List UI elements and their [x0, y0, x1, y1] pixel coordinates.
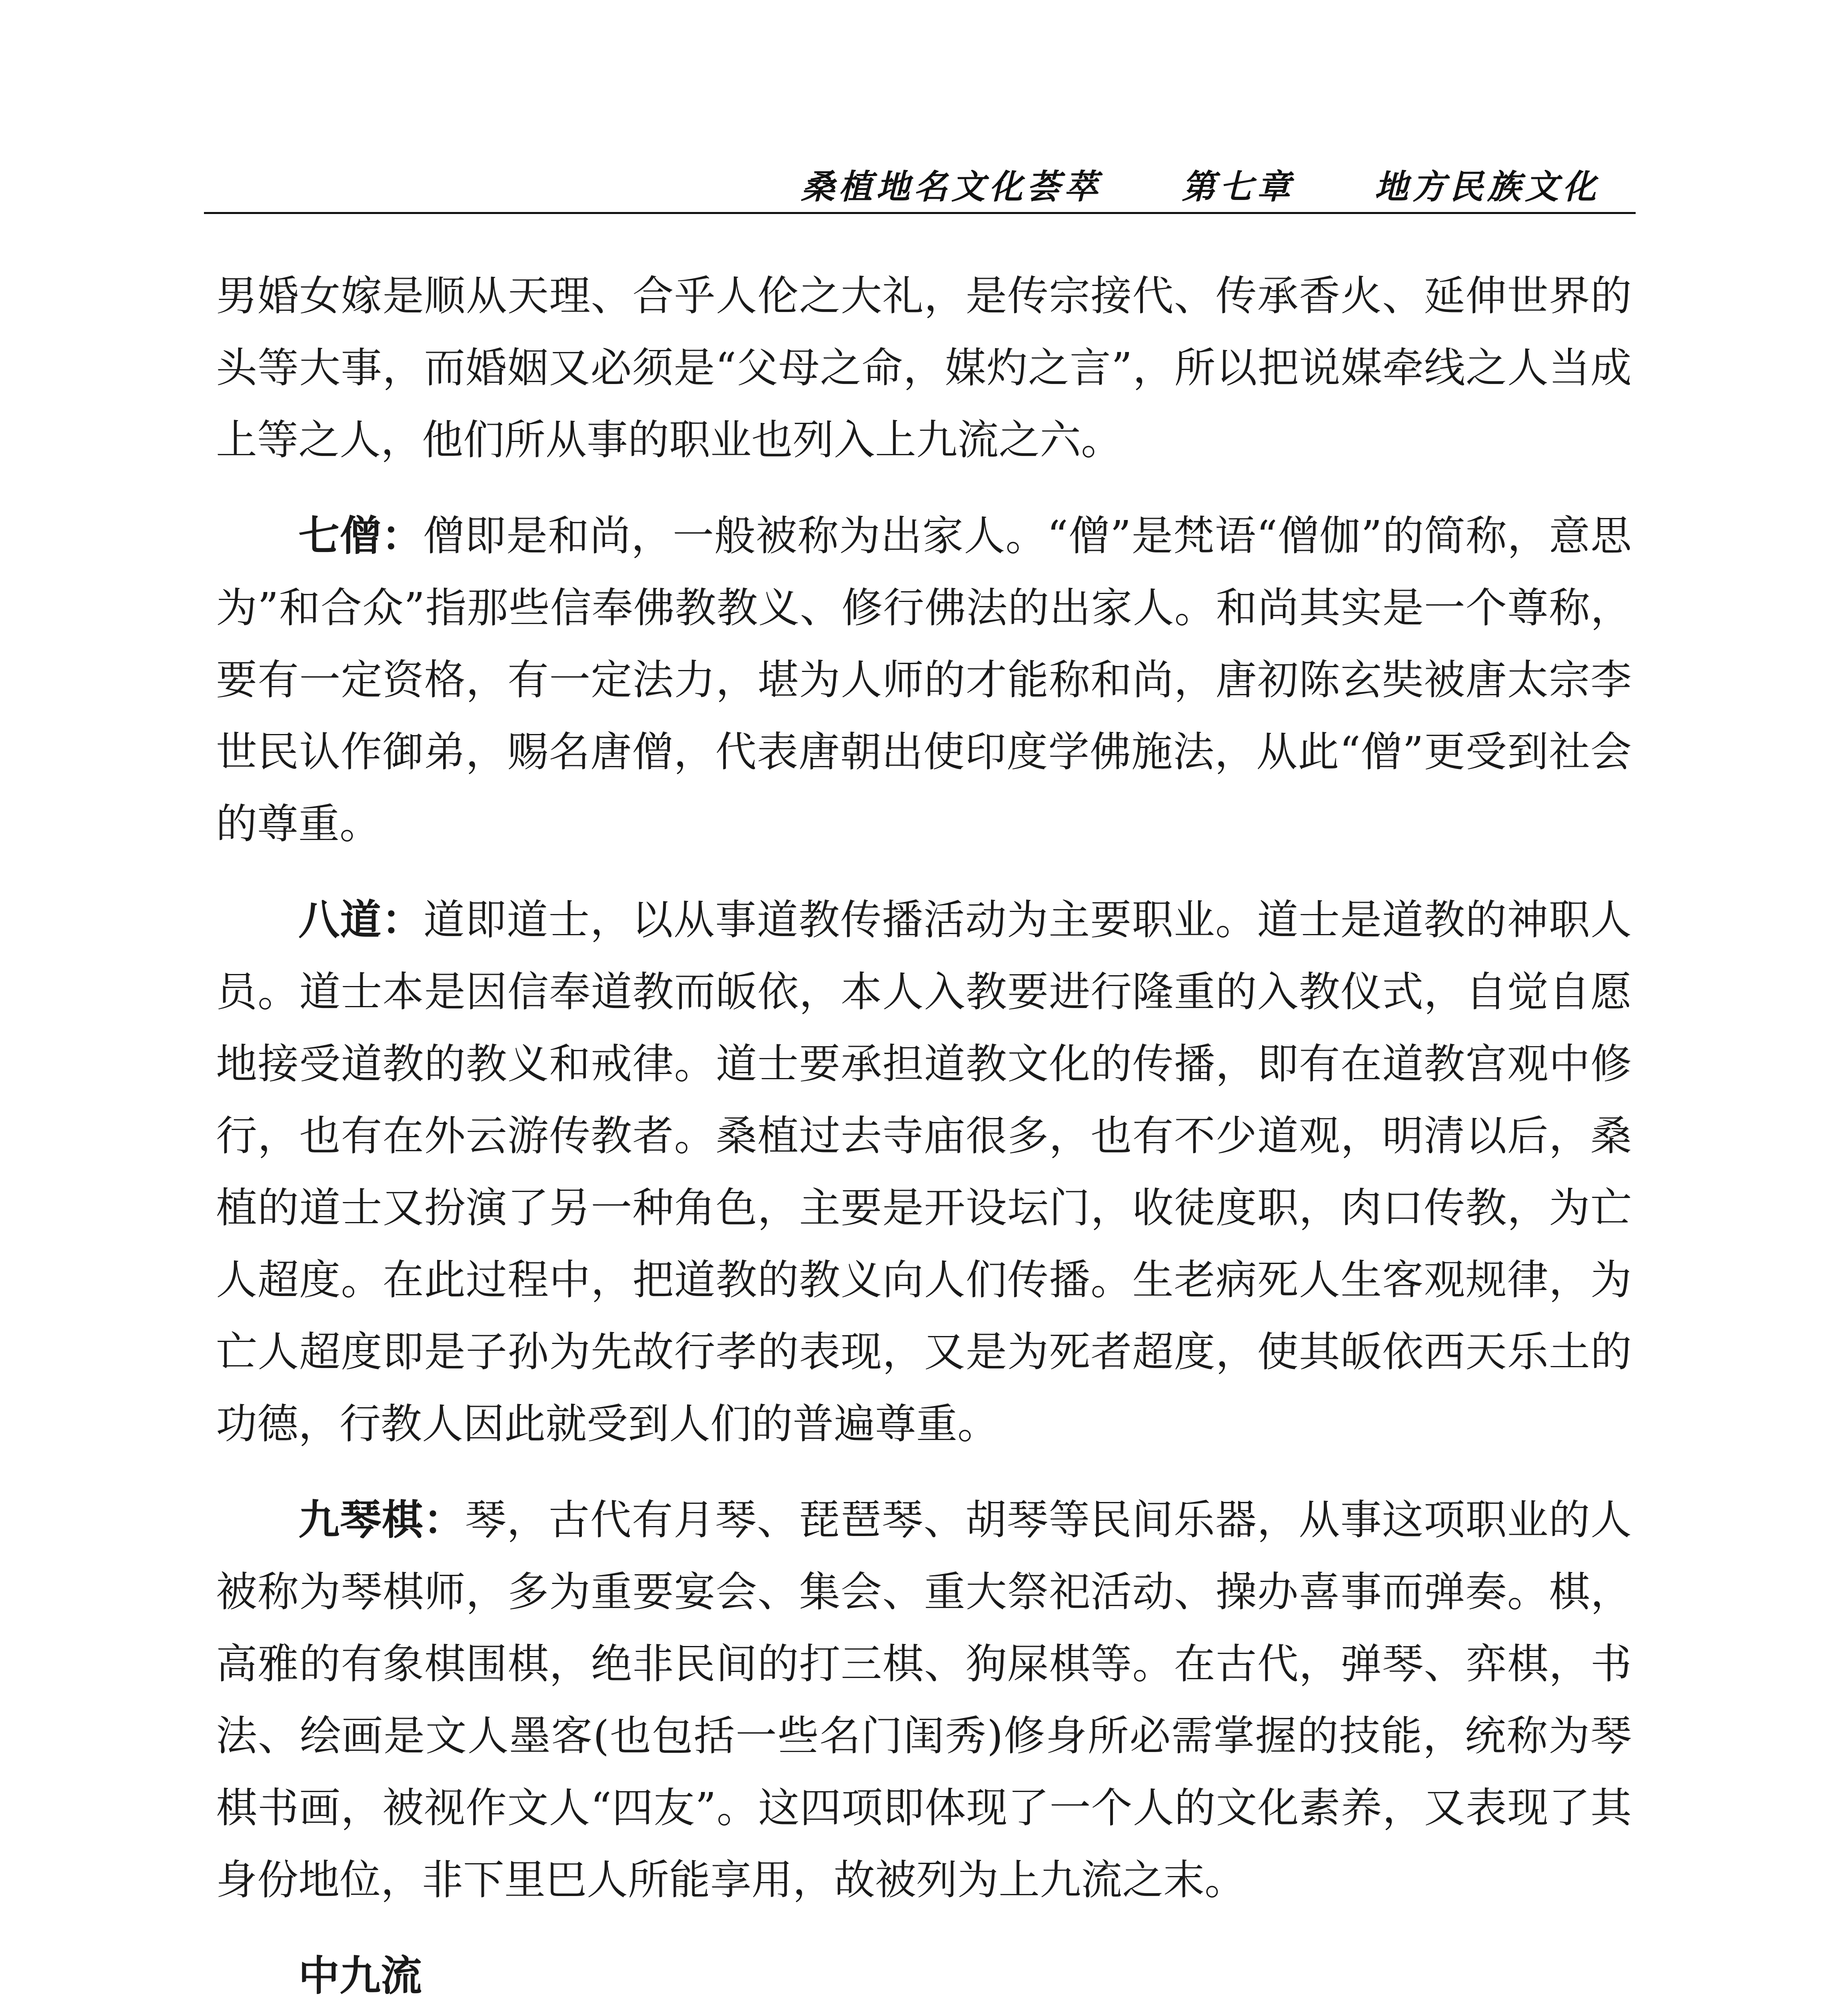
running-header [801, 160, 1600, 208]
paragraph-text: 琴，古代有月琴、琵琶琴、胡琴等民间乐器，从事这项职业的人被称为琴棋师，多为重要宴会、集会、重大祭祀活动、操办喜事而弹奏。棋，高雅的有象棋围棋，绝非民间的打三棋、狗屎棋等。在古代，弹琴、弈棋，书法、绘画是文人墨客(也包括一些名门闺秀)修身所必需掌握的技能，统称为琴棋书画，被视作文人“四友”。这四项即体现了一个人的文化素养，又表现了其身份地位，非下里巴人所能享用，故被列为上九流之末。 [216, 1496, 1632, 1904]
chapter-title: 地方民族文化 [1374, 167, 1600, 206]
paragraph-text: 道即道士，以从事道教传播活动为主要职业。道士是道教的神职人员。道士本是因信奉道教而皈依，本人入教要进行隆重的入教仪式，自觉自愿地接受道教的教义和戒律。道士要承担道教文化的传播，即有在道教宫观中修行，也有在外云游传教者。桑植过去寺庙很多，也有不少道观，明清以后，桑植的道士又扮演了另一种角色，主要是开设坛门，收徒度职，肉口传教，为亡人超度。在此过程中，把道教的教义向人们传播。生老病死人生客观规律，为亡人超度即是子孙为先故行孝的表现，又是为死者超度，使其皈依西天乐土的功德，行教人因此就受到人们的普遍尊重。 [216, 896, 1632, 1448]
body-text [216, 260, 1632, 2000]
paragraph-dao [216, 884, 1632, 1460]
paragraph-qinqi [216, 1484, 1632, 1916]
paragraph-continuation [216, 260, 1632, 476]
paragraph-text: 男婚女嫁是顺从天理、合乎人伦之大礼，是传宗接代、传承香火、延伸世界的头等大事，而婚姻又必须是“父母之命，媒灼之言”，所以把说媒牵线之人当成上等之人，他们所从事的职业也列入上九流之六。 [216, 272, 1632, 464]
paragraph-lead: 七僧： [298, 512, 424, 560]
chapter-number: 第七章 [1181, 167, 1295, 206]
paragraph-lead: 八道： [298, 896, 424, 944]
paragraph-lead: 九琴棋： [298, 1496, 465, 1544]
header-rule [204, 212, 1636, 214]
book-title: 桑植地名文化荟萃 [801, 167, 1102, 206]
paragraph-seng [216, 500, 1632, 860]
section-heading: 中九流 [298, 1952, 422, 2000]
paragraph-text: 僧即是和尚，一般被称为出家人。“僧”是梵语“僧伽”的简称，意思为”和合众”指那些信奉佛教教义、修行佛法的出家人。和尚其实是一个尊称，要有一定资格，有一定法力，堪为人师的才能称和尚，唐初陈玄奘被唐太宗李世民认作御弟，赐名唐僧，代表唐朝出使印度学佛施法，从此“僧”更受到社会的尊重。 [216, 512, 1632, 848]
